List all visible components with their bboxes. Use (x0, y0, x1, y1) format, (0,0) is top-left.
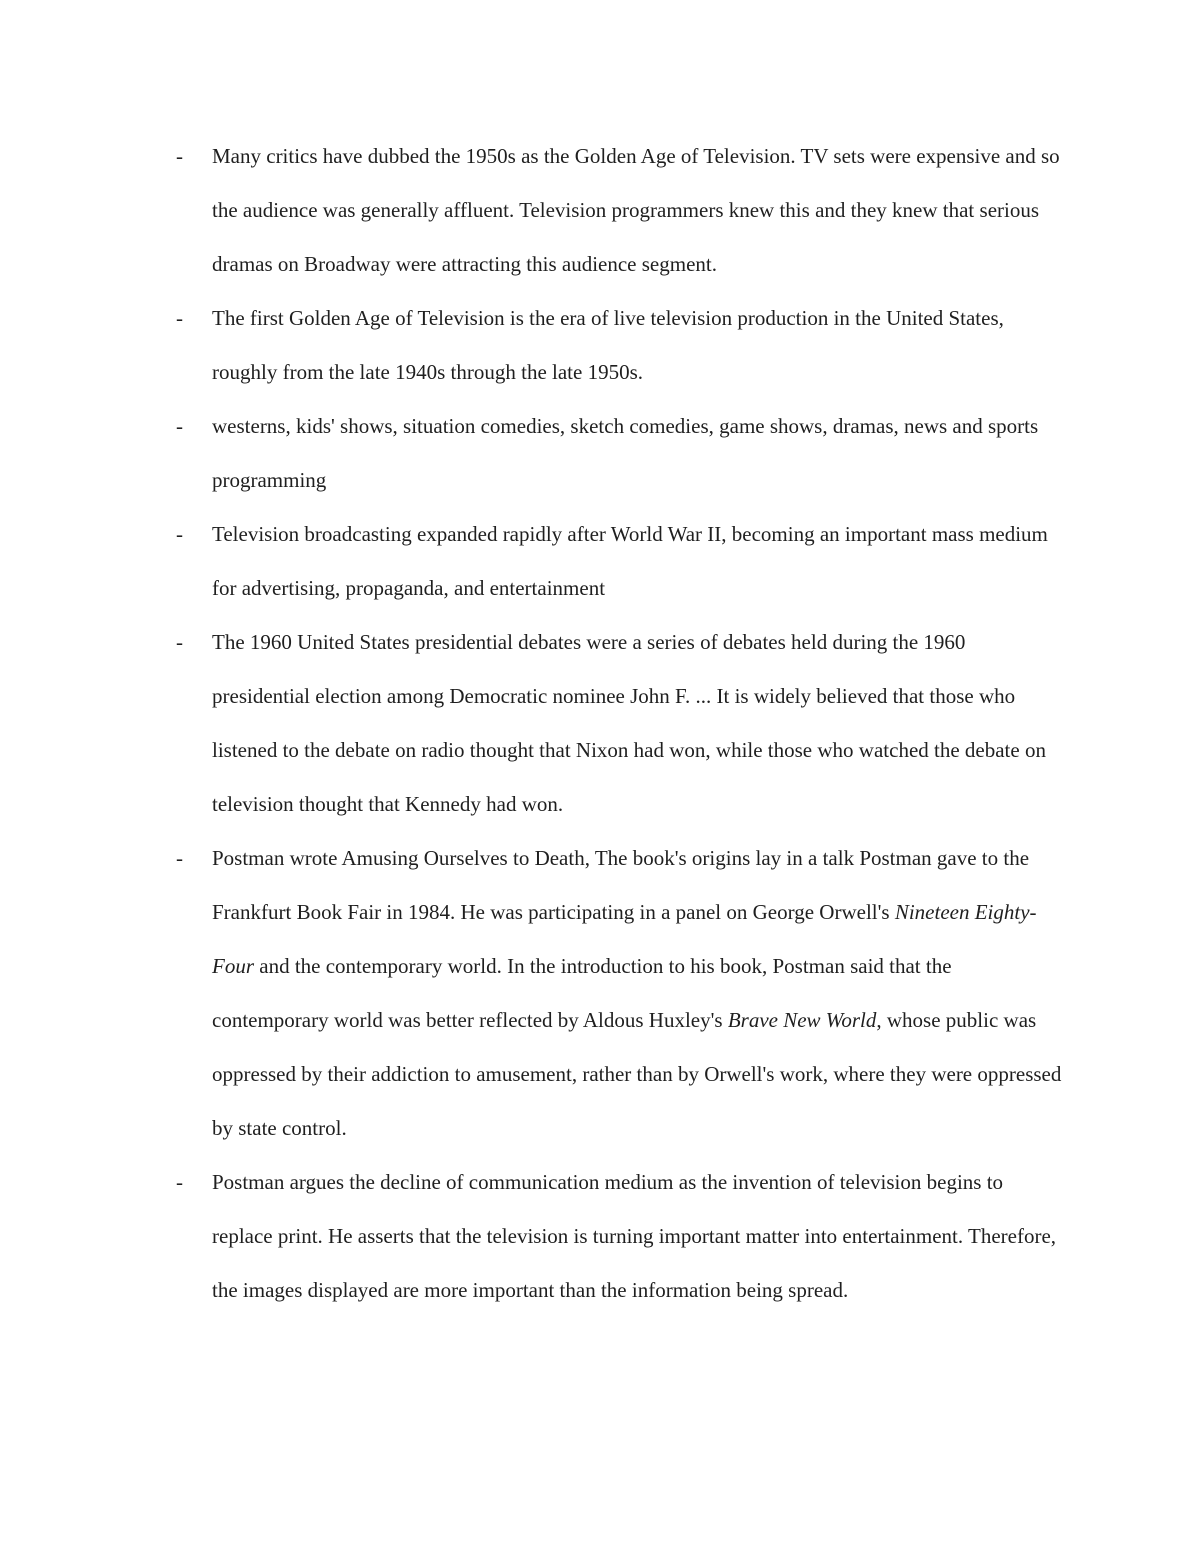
bullet-marker: - (176, 846, 183, 870)
bullet-marker: - (176, 144, 183, 168)
bullet-item (176, 507, 1066, 615)
bullet-list (176, 129, 1066, 1317)
bullet-marker: - (176, 522, 183, 546)
bullet-text (212, 414, 1038, 492)
bullet-marker: - (176, 306, 183, 330)
text-run: and the contemporary world. In the introduction to his book, Postman said that the contemporary world was better reflected by Aldous Huxley's (212, 954, 952, 1032)
bullet-marker: - (176, 1170, 183, 1194)
bullet-text (212, 306, 1004, 384)
bullet-item (176, 1155, 1066, 1317)
bullet-text (212, 1170, 1056, 1302)
text-run: westerns, kids' shows, situation comedies, sketch comedies, game shows, dramas, news and sports programming (212, 414, 1039, 492)
bullet-text (212, 846, 1061, 1140)
bullet-marker: - (176, 414, 183, 438)
bullet-marker: - (176, 630, 183, 654)
text-run: Postman argues the decline of communication medium as the invention of television begins to replace print. He asserts that the television is turning important matter into entertainment. Therefore, the images displayed are more important than the information being spread. (212, 1170, 1057, 1302)
bullet-item (176, 615, 1066, 831)
bullet-item (176, 399, 1066, 507)
bullet-item (176, 129, 1066, 291)
text-run: The first Golden Age of Television is the era of live television production in the United States, roughly from the late 1940s through the late 1950s. (212, 306, 1004, 384)
text-run: The 1960 United States presidential debates were a series of debates held during the 1960 presidential election among Democratic nominee John F. ... It is widely believed that those who listened to the debate on radio thought that Nixon had won, while those who watched the debate on television thought that Kennedy had won. (212, 630, 1046, 816)
bullet-text (212, 144, 1060, 276)
text-run: Postman wrote Amusing Ourselves to Death, The book's origins lay in a talk Postman gave to the Frankfurt Book Fair in 1984. He was participating in a panel on George Orwell's (212, 846, 1030, 924)
italic-title: Nineteen Eighty-Four (212, 900, 1037, 978)
italic-title: Brave New World (727, 1008, 877, 1032)
bullet-text (212, 630, 1046, 816)
bullet-item (176, 831, 1066, 1155)
bullet-item (176, 291, 1066, 399)
text-run: Television broadcasting expanded rapidly after World War II, becoming an important mass medium for advertising, propaganda, and entertainment (212, 522, 1048, 600)
text-run: , whose public was oppressed by their addiction to amusement, rather than by Orwell's work, where they were oppressed by state control. (212, 1008, 1062, 1140)
bullet-text (212, 522, 1048, 600)
text-run: Many critics have dubbed the 1950s as the Golden Age of Television. TV sets were expensive and so the audience was generally affluent. Television programmers knew this and they knew that serious dramas on Broadway were attracting this audience segment. (212, 144, 1060, 276)
